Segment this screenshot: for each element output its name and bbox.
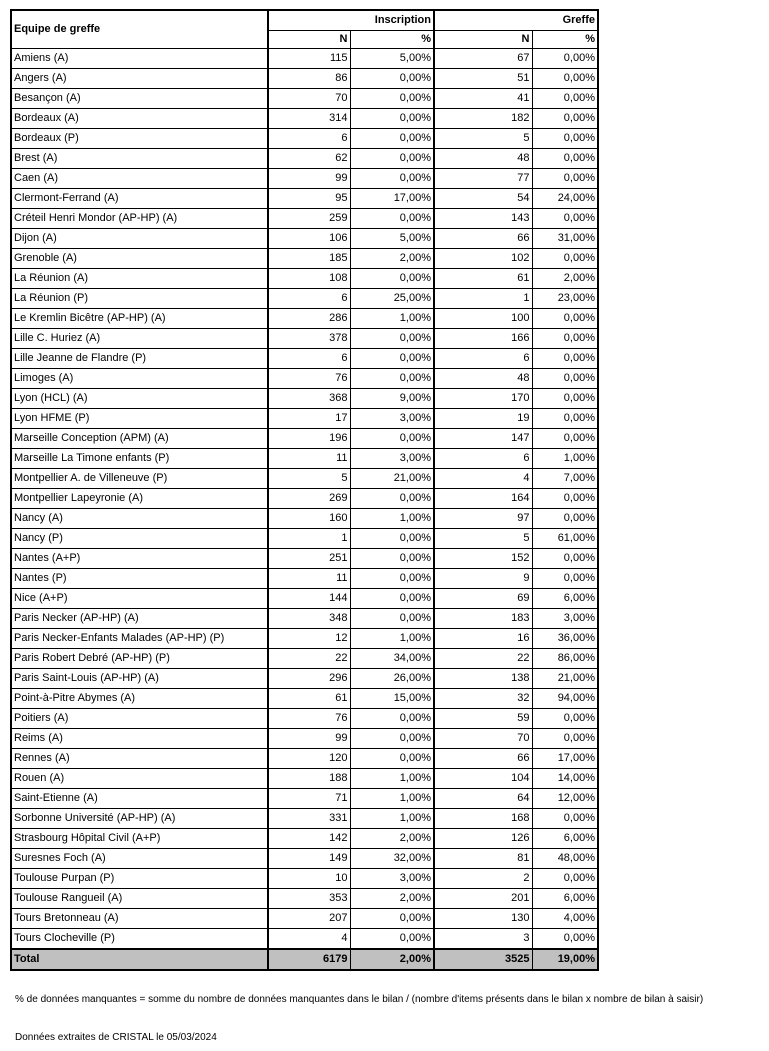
inscription-n-cell: 185 (268, 249, 350, 269)
greffe-pct-cell: 0,00% (532, 549, 598, 569)
greffe-n-cell: 70 (434, 729, 532, 749)
table-row (11, 189, 598, 209)
inscription-pct-cell: 2,00% (350, 249, 434, 269)
inscription-pct-cell: 0,00% (350, 369, 434, 389)
inscription-pct-cell: 0,00% (350, 729, 434, 749)
table-row (11, 469, 598, 489)
table-row (11, 149, 598, 169)
inscription-n-cell: 86 (268, 69, 350, 89)
team-name-cell: Amiens (A) (11, 49, 268, 69)
greffe-n-cell: 100 (434, 309, 532, 329)
inscription-n-cell: 314 (268, 109, 350, 129)
team-name-cell: Marseille Conception (APM) (A) (11, 429, 268, 449)
inscription-n-cell: 6 (268, 289, 350, 309)
table-row (11, 849, 598, 869)
table-row (11, 829, 598, 849)
team-name-cell: Toulouse Rangueil (A) (11, 889, 268, 909)
inscription-n-cell: 115 (268, 49, 350, 69)
greffe-pct-cell: 0,00% (532, 489, 598, 509)
table-row (11, 349, 598, 369)
greffe-pct-cell: 24,00% (532, 189, 598, 209)
greffe-n-cell: 81 (434, 849, 532, 869)
team-name-cell: Le Kremlin Bicêtre (AP-HP) (A) (11, 309, 268, 329)
inscription-n-cell: 5 (268, 469, 350, 489)
greffe-n-cell: 6 (434, 349, 532, 369)
inscription-pct-cell: 1,00% (350, 509, 434, 529)
greffe-pct-cell: 23,00% (532, 289, 598, 309)
team-name-cell: Rouen (A) (11, 769, 268, 789)
table-row (11, 449, 598, 469)
table-body (11, 49, 598, 950)
greffe-n-cell: 201 (434, 889, 532, 909)
team-name-cell: Grenoble (A) (11, 249, 268, 269)
greffe-n-cell: 130 (434, 909, 532, 929)
inscription-n-cell: 6 (268, 129, 350, 149)
inscription-n-cell: 76 (268, 369, 350, 389)
inscription-pct-cell: 15,00% (350, 689, 434, 709)
inscription-n-cell: 95 (268, 189, 350, 209)
total-row (11, 949, 598, 970)
team-name-cell: Strasbourg Hôpital Civil (A+P) (11, 829, 268, 849)
greffe-n-cell: 4 (434, 469, 532, 489)
table-row (11, 389, 598, 409)
team-name-cell: Caen (A) (11, 169, 268, 189)
inscription-pct-cell: 32,00% (350, 849, 434, 869)
table-row (11, 129, 598, 149)
table-row (11, 169, 598, 189)
table-row (11, 689, 598, 709)
inscription-n-cell: 70 (268, 89, 350, 109)
table-row (11, 649, 598, 669)
inscription-n-cell: 368 (268, 389, 350, 409)
inscription-pct-cell: 0,00% (350, 609, 434, 629)
inscription-n-cell: 99 (268, 729, 350, 749)
greffe-pct-cell: 3,00% (532, 609, 598, 629)
table-row (11, 69, 598, 89)
greffe-pct-cell: 6,00% (532, 829, 598, 849)
team-name-cell: Reims (A) (11, 729, 268, 749)
inscription-pct-cell: 0,00% (350, 209, 434, 229)
inscription-pct-cell: 21,00% (350, 469, 434, 489)
table-row (11, 629, 598, 649)
greffe-n-cell: 147 (434, 429, 532, 449)
greffe-n-cell: 9 (434, 569, 532, 589)
greffe-n-cell: 19 (434, 409, 532, 429)
total-inscription-pct: 2,00% (350, 949, 434, 970)
greffe-pct-cell: 0,00% (532, 809, 598, 829)
inscription-n-cell: 353 (268, 889, 350, 909)
inscription-n-cell: 259 (268, 209, 350, 229)
greffe-n-cell: 41 (434, 89, 532, 109)
inscription-n-cell: 296 (268, 669, 350, 689)
table-row (11, 789, 598, 809)
greffe-pct-cell: 0,00% (532, 349, 598, 369)
team-name-cell: Tours Clocheville (P) (11, 929, 268, 950)
inscription-pct-cell: 0,00% (350, 69, 434, 89)
inscription-n-cell: 160 (268, 509, 350, 529)
inscription-pct-cell: 0,00% (350, 569, 434, 589)
greffe-n-cell: 5 (434, 129, 532, 149)
inscription-pct-cell: 0,00% (350, 129, 434, 149)
inscription-n-cell: 6 (268, 349, 350, 369)
inscription-pct-cell: 17,00% (350, 189, 434, 209)
inscription-n-cell: 378 (268, 329, 350, 349)
greffe-n-cell: 164 (434, 489, 532, 509)
inscription-pct-cell: 1,00% (350, 769, 434, 789)
inscription-n-cell: 269 (268, 489, 350, 509)
greffe-n-cell: 48 (434, 149, 532, 169)
team-name-cell: Point-à-Pitre Abymes (A) (11, 689, 268, 709)
team-name-cell: Paris Necker (AP-HP) (A) (11, 609, 268, 629)
table-row (11, 109, 598, 129)
inscription-n-cell: 331 (268, 809, 350, 829)
greffe-pct-cell: 0,00% (532, 409, 598, 429)
greffe-pct-header: % (532, 31, 598, 49)
total-greffe-n: 3525 (434, 949, 532, 970)
greffe-n-cell: 66 (434, 229, 532, 249)
table-row (11, 609, 598, 629)
total-inscription-n: 6179 (268, 949, 350, 970)
inscription-n-cell: 120 (268, 749, 350, 769)
greffe-pct-cell: 0,00% (532, 429, 598, 449)
greffe-n-cell: 66 (434, 749, 532, 769)
inscription-pct-cell: 3,00% (350, 869, 434, 889)
inscription-n-cell: 62 (268, 149, 350, 169)
greffe-n-cell: 59 (434, 709, 532, 729)
inscription-pct-cell: 0,00% (350, 909, 434, 929)
greffe-pct-cell: 0,00% (532, 509, 598, 529)
table-row (11, 709, 598, 729)
team-name-cell: Lyon (HCL) (A) (11, 389, 268, 409)
inscription-n-cell: 76 (268, 709, 350, 729)
greffe-pct-cell: 0,00% (532, 309, 598, 329)
table-row (11, 929, 598, 950)
greffe-pct-cell: 0,00% (532, 129, 598, 149)
inscription-n-cell: 61 (268, 689, 350, 709)
inscription-n-cell: 286 (268, 309, 350, 329)
greffe-pct-cell: 0,00% (532, 209, 598, 229)
table-row (11, 769, 598, 789)
inscription-pct-cell: 1,00% (350, 309, 434, 329)
table-row (11, 429, 598, 449)
greffe-pct-cell: 86,00% (532, 649, 598, 669)
team-name-cell: Créteil Henri Mondor (AP-HP) (A) (11, 209, 268, 229)
greffe-n-cell: 16 (434, 629, 532, 649)
team-name-cell: Tours Bretonneau (A) (11, 909, 268, 929)
inscription-pct-cell: 0,00% (350, 349, 434, 369)
inscription-pct-cell: 5,00% (350, 49, 434, 69)
greffe-pct-cell: 0,00% (532, 249, 598, 269)
table-row (11, 329, 598, 349)
greffe-n-cell: 170 (434, 389, 532, 409)
greffe-pct-cell: 36,00% (532, 629, 598, 649)
inscription-pct-cell: 26,00% (350, 669, 434, 689)
greffe-n-cell: 104 (434, 769, 532, 789)
inscription-pct-cell: 0,00% (350, 749, 434, 769)
greffe-pct-cell: 0,00% (532, 89, 598, 109)
greffe-n-cell: 61 (434, 269, 532, 289)
inscription-n-cell: 12 (268, 629, 350, 649)
greffe-n-cell: 5 (434, 529, 532, 549)
greffe-n-cell: 54 (434, 189, 532, 209)
team-name-cell: Bordeaux (P) (11, 129, 268, 149)
greffe-pct-cell: 1,00% (532, 449, 598, 469)
table-row (11, 809, 598, 829)
greffe-n-cell: 32 (434, 689, 532, 709)
greffe-n-cell: 51 (434, 69, 532, 89)
inscription-pct-cell: 25,00% (350, 289, 434, 309)
team-name-cell: Nancy (P) (11, 529, 268, 549)
inscription-pct-cell: 1,00% (350, 809, 434, 829)
team-name-cell: Sorbonne Université (AP-HP) (A) (11, 809, 268, 829)
greffe-n-cell: 3 (434, 929, 532, 950)
inscription-pct-header: % (350, 31, 434, 49)
greffe-pct-cell: 0,00% (532, 929, 598, 950)
greffe-pct-cell: 48,00% (532, 849, 598, 869)
team-name-cell: Paris Necker-Enfants Malades (AP-HP) (P) (11, 629, 268, 649)
greffe-n-cell: 152 (434, 549, 532, 569)
inscription-n-cell: 144 (268, 589, 350, 609)
team-name-cell: Paris Robert Debré (AP-HP) (P) (11, 649, 268, 669)
inscription-n-header: N (268, 31, 350, 49)
inscription-n-cell: 106 (268, 229, 350, 249)
greffe-pct-cell: 0,00% (532, 149, 598, 169)
inscription-n-cell: 348 (268, 609, 350, 629)
table-row (11, 589, 598, 609)
inscription-n-cell: 108 (268, 269, 350, 289)
team-name-cell: Besançon (A) (11, 89, 268, 109)
greffe-n-cell: 126 (434, 829, 532, 849)
greffe-pct-cell: 0,00% (532, 569, 598, 589)
inscription-n-cell: 142 (268, 829, 350, 849)
table-row (11, 49, 598, 69)
table-row (11, 909, 598, 929)
table-row (11, 289, 598, 309)
inscription-pct-cell: 5,00% (350, 229, 434, 249)
greffe-n-cell: 168 (434, 809, 532, 829)
greffe-pct-cell: 17,00% (532, 749, 598, 769)
greffe-pct-cell: 0,00% (532, 709, 598, 729)
team-name-cell: Saint-Etienne (A) (11, 789, 268, 809)
inscription-n-cell: 188 (268, 769, 350, 789)
total-label: Total (11, 949, 268, 970)
greffe-n-cell: 143 (434, 209, 532, 229)
greffe-pct-cell: 0,00% (532, 49, 598, 69)
greffe-n-cell: 138 (434, 669, 532, 689)
inscription-n-cell: 71 (268, 789, 350, 809)
greffe-pct-cell: 0,00% (532, 369, 598, 389)
table-row (11, 529, 598, 549)
table-row (11, 509, 598, 529)
greffe-pct-cell: 0,00% (532, 109, 598, 129)
greffe-n-cell: 1 (434, 289, 532, 309)
inscription-group-header: Inscription (268, 10, 434, 31)
inscription-pct-cell: 3,00% (350, 449, 434, 469)
table-row (11, 209, 598, 229)
greffe-n-cell: 97 (434, 509, 532, 529)
inscription-pct-cell: 0,00% (350, 89, 434, 109)
inscription-n-cell: 22 (268, 649, 350, 669)
team-name-cell: La Réunion (A) (11, 269, 268, 289)
greffe-pct-cell: 12,00% (532, 789, 598, 809)
greffe-pct-cell: 21,00% (532, 669, 598, 689)
inscription-pct-cell: 0,00% (350, 589, 434, 609)
inscription-n-cell: 1 (268, 529, 350, 549)
greffe-n-cell: 48 (434, 369, 532, 389)
team-name-cell: Limoges (A) (11, 369, 268, 389)
greffe-n-cell: 69 (434, 589, 532, 609)
team-name-cell: Nantes (A+P) (11, 549, 268, 569)
greffe-n-cell: 64 (434, 789, 532, 809)
inscription-pct-cell: 34,00% (350, 649, 434, 669)
total-greffe-pct: 19,00% (532, 949, 598, 970)
table-row (11, 249, 598, 269)
inscription-pct-cell: 0,00% (350, 489, 434, 509)
greffe-pct-cell: 0,00% (532, 389, 598, 409)
greffe-n-cell: 166 (434, 329, 532, 349)
greffe-pct-cell: 0,00% (532, 729, 598, 749)
table-row (11, 229, 598, 249)
inscription-pct-cell: 0,00% (350, 709, 434, 729)
greffe-n-cell: 67 (434, 49, 532, 69)
inscription-pct-cell: 0,00% (350, 329, 434, 349)
table-row (11, 369, 598, 389)
team-name-cell: Lille Jeanne de Flandre (P) (11, 349, 268, 369)
team-name-cell: La Réunion (P) (11, 289, 268, 309)
team-name-cell: Lille C. Huriez (A) (11, 329, 268, 349)
inscription-n-cell: 196 (268, 429, 350, 449)
table-row (11, 669, 598, 689)
inscription-pct-cell: 1,00% (350, 629, 434, 649)
team-column-header: Equipe de greffe (11, 10, 268, 49)
greffe-pct-cell: 0,00% (532, 169, 598, 189)
inscription-pct-cell: 3,00% (350, 409, 434, 429)
greffe-n-cell: 6 (434, 449, 532, 469)
inscription-pct-cell: 2,00% (350, 829, 434, 849)
inscription-n-cell: 99 (268, 169, 350, 189)
inscription-pct-cell: 0,00% (350, 149, 434, 169)
data-table (10, 9, 599, 971)
team-name-cell: Suresnes Foch (A) (11, 849, 268, 869)
table-row (11, 749, 598, 769)
inscription-pct-cell: 0,00% (350, 549, 434, 569)
team-name-cell: Poitiers (A) (11, 709, 268, 729)
greffe-n-cell: 102 (434, 249, 532, 269)
greffe-pct-cell: 7,00% (532, 469, 598, 489)
inscription-pct-cell: 9,00% (350, 389, 434, 409)
inscription-n-cell: 4 (268, 929, 350, 950)
team-name-cell: Bordeaux (A) (11, 109, 268, 129)
team-name-cell: Clermont-Ferrand (A) (11, 189, 268, 209)
inscription-pct-cell: 2,00% (350, 889, 434, 909)
inscription-n-cell: 17 (268, 409, 350, 429)
greffe-pct-cell: 0,00% (532, 329, 598, 349)
header-row-groups (11, 10, 598, 31)
greffe-n-cell: 183 (434, 609, 532, 629)
greffe-n-cell: 182 (434, 109, 532, 129)
inscription-pct-cell: 0,00% (350, 429, 434, 449)
team-name-cell: Nantes (P) (11, 569, 268, 589)
table-row (11, 269, 598, 289)
team-name-cell: Brest (A) (11, 149, 268, 169)
greffe-n-cell: 22 (434, 649, 532, 669)
inscription-n-cell: 251 (268, 549, 350, 569)
team-name-cell: Paris Saint-Louis (AP-HP) (A) (11, 669, 268, 689)
greffe-group-header: Greffe (434, 10, 598, 31)
team-name-cell: Lyon HFME (P) (11, 409, 268, 429)
inscription-n-cell: 207 (268, 909, 350, 929)
greffe-pct-cell: 14,00% (532, 769, 598, 789)
inscription-pct-cell: 0,00% (350, 269, 434, 289)
greffe-pct-cell: 6,00% (532, 889, 598, 909)
inscription-pct-cell: 0,00% (350, 529, 434, 549)
table-row (11, 489, 598, 509)
greffe-pct-cell: 94,00% (532, 689, 598, 709)
source-note: Données extraites de CRISTAL le 05/03/2024 (15, 1032, 217, 1043)
greffe-pct-cell: 2,00% (532, 269, 598, 289)
team-name-cell: Angers (A) (11, 69, 268, 89)
inscription-n-cell: 11 (268, 449, 350, 469)
team-name-cell: Marseille La Timone enfants (P) (11, 449, 268, 469)
greffe-n-header: N (434, 31, 532, 49)
table-row (11, 309, 598, 329)
inscription-pct-cell: 0,00% (350, 169, 434, 189)
team-name-cell: Toulouse Purpan (P) (11, 869, 268, 889)
greffe-pct-cell: 4,00% (532, 909, 598, 929)
team-name-cell: Dijon (A) (11, 229, 268, 249)
inscription-n-cell: 10 (268, 869, 350, 889)
team-name-cell: Rennes (A) (11, 749, 268, 769)
table-row (11, 409, 598, 429)
inscription-pct-cell: 0,00% (350, 109, 434, 129)
table-row (11, 889, 598, 909)
greffe-pct-cell: 0,00% (532, 69, 598, 89)
inscription-pct-cell: 1,00% (350, 789, 434, 809)
greffe-pct-cell: 6,00% (532, 589, 598, 609)
team-name-cell: Nancy (A) (11, 509, 268, 529)
inscription-n-cell: 149 (268, 849, 350, 869)
table-row (11, 869, 598, 889)
team-name-cell: Nice (A+P) (11, 589, 268, 609)
table-row (11, 569, 598, 589)
greffe-pct-cell: 0,00% (532, 869, 598, 889)
table-row (11, 549, 598, 569)
inscription-n-cell: 11 (268, 569, 350, 589)
team-name-cell: Montpellier A. de Villeneuve (P) (11, 469, 268, 489)
greffe-n-cell: 77 (434, 169, 532, 189)
inscription-pct-cell: 0,00% (350, 929, 434, 950)
table-row (11, 729, 598, 749)
definition-note: % de données manquantes = somme du nombre de données manquantes dans le bilan / (nombre d'items présents dans le bilan x nombre de bilan à saisir) (15, 994, 704, 1005)
greffe-pct-cell: 31,00% (532, 229, 598, 249)
greffe-pct-cell: 61,00% (532, 529, 598, 549)
table-row (11, 89, 598, 109)
team-name-cell: Montpellier Lapeyronie (A) (11, 489, 268, 509)
greffe-n-cell: 2 (434, 869, 532, 889)
